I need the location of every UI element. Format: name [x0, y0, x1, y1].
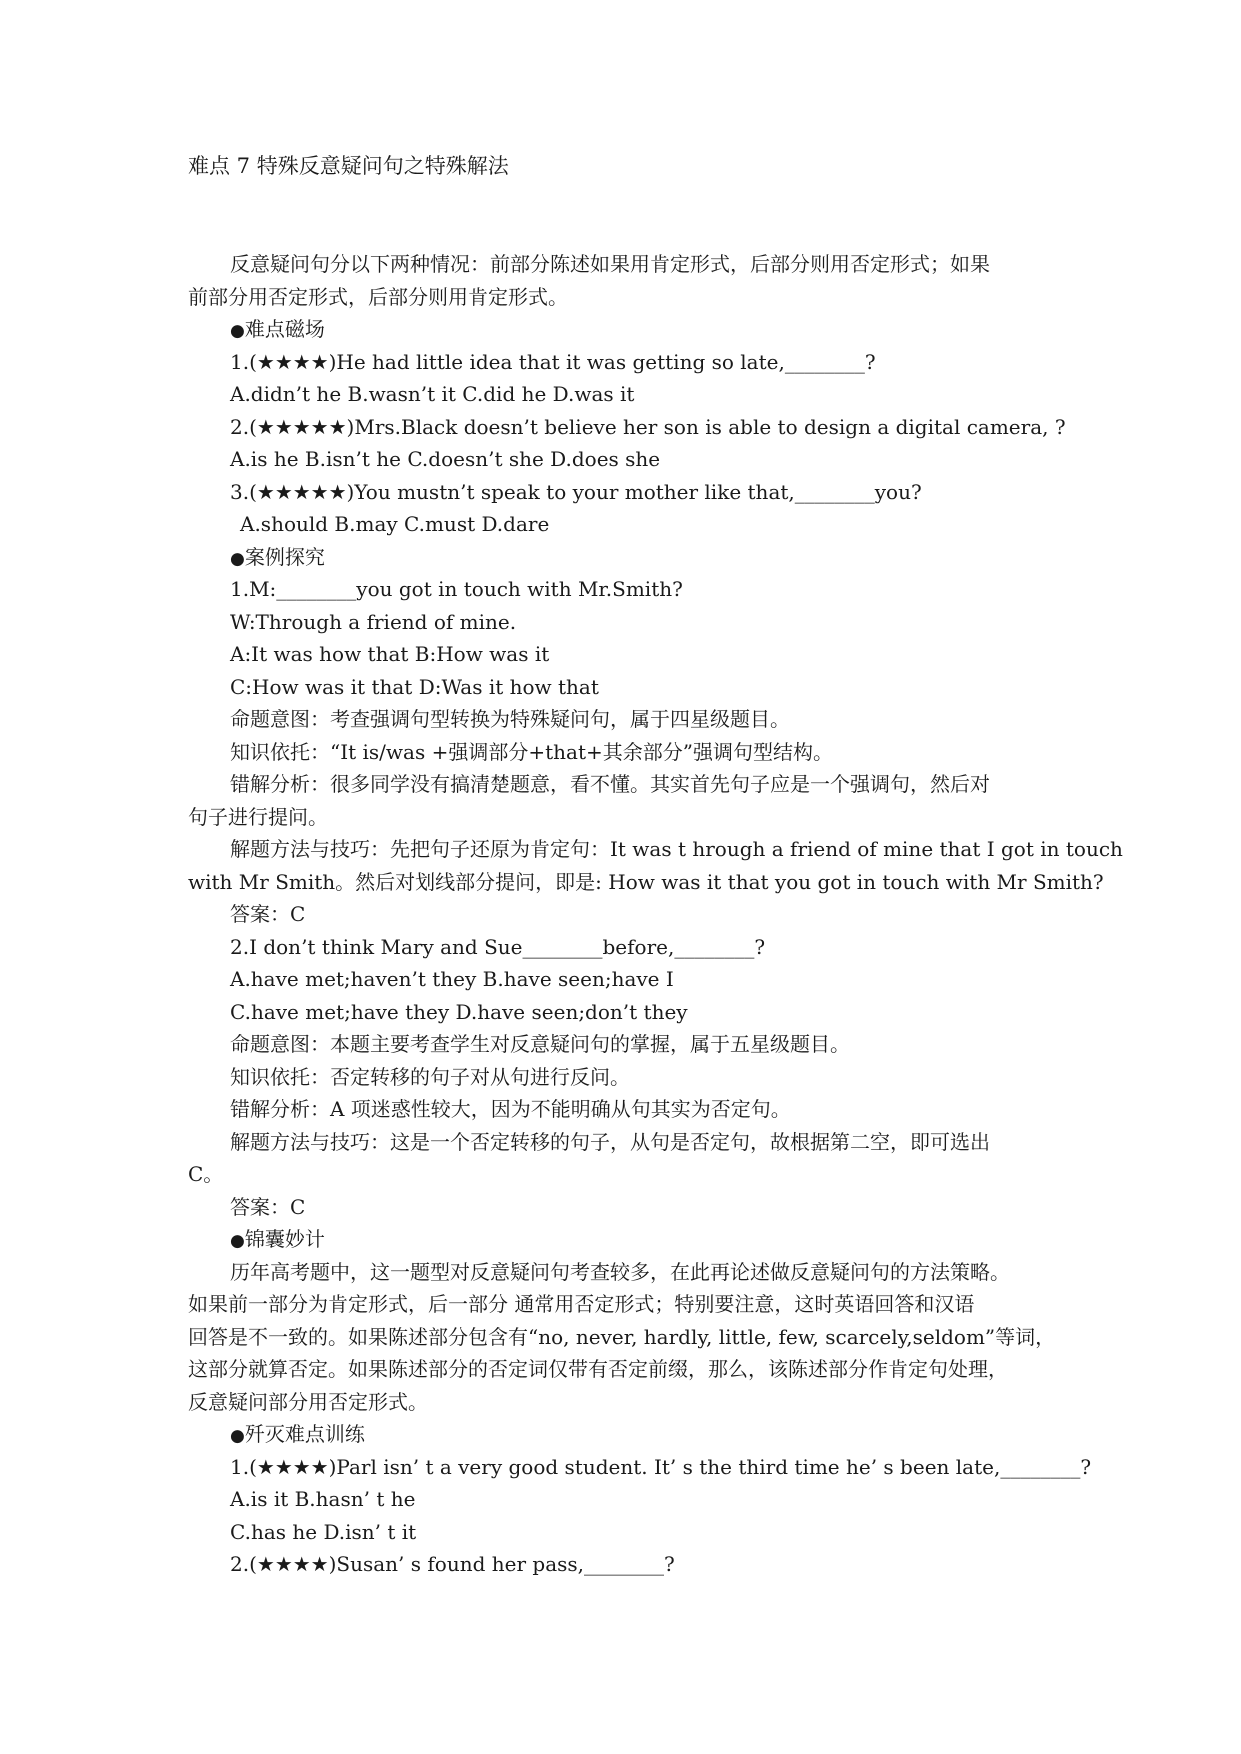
options-line: C:How was it that D:Was it how that [230, 674, 599, 699]
strategy-line: 反意疑问部分用否定形式。 [188, 1389, 428, 1414]
strategy-line: 这部分就算否定。如果陈述部分的否定词仅带有否定前缀，那么，该陈述部分作肯定句处理， [188, 1357, 1008, 1381]
section-heading-label: 案例探究 [244, 544, 325, 569]
options-line: A.is it B.hasn’ t he [230, 1487, 416, 1511]
question-line: 2.(★★★★★)Mrs.Black doesn’t believe her son is able to design a digital camera, ? [230, 414, 1066, 439]
analysis-line: 解题方法与技巧：先把句子还原为肯定句：It was t hrough a friend of mine that I got in touch [230, 837, 1123, 861]
analysis-line: 解题方法与技巧：这是一个否定转移的句子，从句是否定句，故根据第二空，即可选出 [230, 1129, 990, 1154]
section-heading-label: 难点磁场 [244, 317, 325, 341]
strategy-line: 历年高考题中，这一题型对反意疑问句考查较多，在此再论述做反意疑问句的方法策略。 [230, 1259, 1010, 1284]
section-heading-label: 歼灭难点训练 [244, 1422, 365, 1446]
dialogue-line: W:Through a friend of mine. [230, 609, 517, 634]
analysis-line: 句子进行提问。 [188, 804, 328, 829]
options-line: A.is he B.isn’t he C.doesn’t she D.does she [230, 447, 661, 471]
answer-line: 答案：C [230, 902, 306, 926]
section-heading-anli-tanjiu [188, 541, 1068, 574]
strategy-line: 如果前一部分为肯定形式，后一部分 通常用否定形式；特别要注意，这时英语回答和汉语 [188, 1292, 975, 1316]
options-line: A.should B.may C.must D.dare [240, 512, 550, 536]
analysis-line: C。 [188, 1162, 224, 1186]
section-heading-jinnang-miaoji [188, 1223, 1068, 1256]
question-line: 1.M:________you got in touch with Mr.Smith? [230, 577, 683, 601]
bullet-icon: ● [230, 321, 245, 341]
analysis-line: 命题意图：本题主要考查学生对反意疑问句的掌握，属于五星级题目。 [230, 1032, 850, 1056]
options-line: C.have met;have they D.have seen;don’t they [230, 999, 688, 1024]
section-heading-nandian-cichang [188, 313, 1068, 346]
analysis-line: 命题意图：考查强调句型转换为特殊疑问句，属于四星级题目。 [230, 707, 790, 731]
question-line: 3.(★★★★★)You mustn’t speak to your mother like that,________you? [230, 479, 922, 504]
analysis-line: with Mr Smith。然后对划线部分提问，即是: How was it that you got in touch with Mr Smith? [188, 869, 1104, 894]
intro-line: 反意疑问句分以下两种情况：前部分陈述如果用肯定形式，后部分则用否定形式；如果 [230, 252, 990, 276]
analysis-line: 错解分析：很多同学没有搞清楚题意，看不懂。其实首先句子应是一个强调句，然后对 [230, 772, 990, 796]
section-heading-label: 锦囊妙计 [244, 1227, 325, 1251]
analysis-line: 知识依托：“It is/was +强调部分+that+其余部分”强调句型结构。 [230, 739, 833, 764]
intro-line: 前部分用否定形式，后部分则用肯定形式。 [188, 284, 568, 309]
answer-line: 答案：C [230, 1194, 306, 1219]
options-line: A.didn’t he B.wasn’t it C.did he D.was it [230, 382, 635, 406]
options-line: A:It was how that B:How was it [230, 642, 550, 666]
section-heading-jianmie-nandian-xunlian [188, 1418, 1068, 1451]
options-line: A.have met;haven’t they B.have seen;have I [230, 967, 674, 991]
analysis-line: 知识依托：否定转移的句子对从句进行反问。 [230, 1064, 630, 1089]
question-line: 2.I don’t think Mary and Sue________before,________? [230, 934, 766, 959]
options-line: C.has he D.isn’ t it [230, 1519, 417, 1544]
question-line: 2.(★★★★)Susan’ s found her pass,________? [230, 1552, 675, 1576]
page-title: 难点 7 特殊反意疑问句之特殊解法 [188, 154, 509, 178]
strategy-line: 回答是不一致的。如果陈述部分包含有“no, never, hardly, little, few, scarcely,seldom”等词， [188, 1324, 1056, 1349]
bullet-icon: ● [230, 1426, 245, 1446]
document-body [188, 248, 1123, 1581]
bullet-icon: ● [230, 548, 245, 569]
analysis-line: 错解分析：A 项迷惑性较大，因为不能明确从句其实为否定句。 [230, 1097, 791, 1121]
question-line: 1.(★★★★)He had little idea that it was getting so late,________? [230, 349, 876, 374]
bullet-icon: ● [230, 1231, 245, 1251]
question-line: 1.(★★★★)Parl isn’ t a very good student. It’ s the third time he’ s been late,________? [230, 1454, 1092, 1479]
